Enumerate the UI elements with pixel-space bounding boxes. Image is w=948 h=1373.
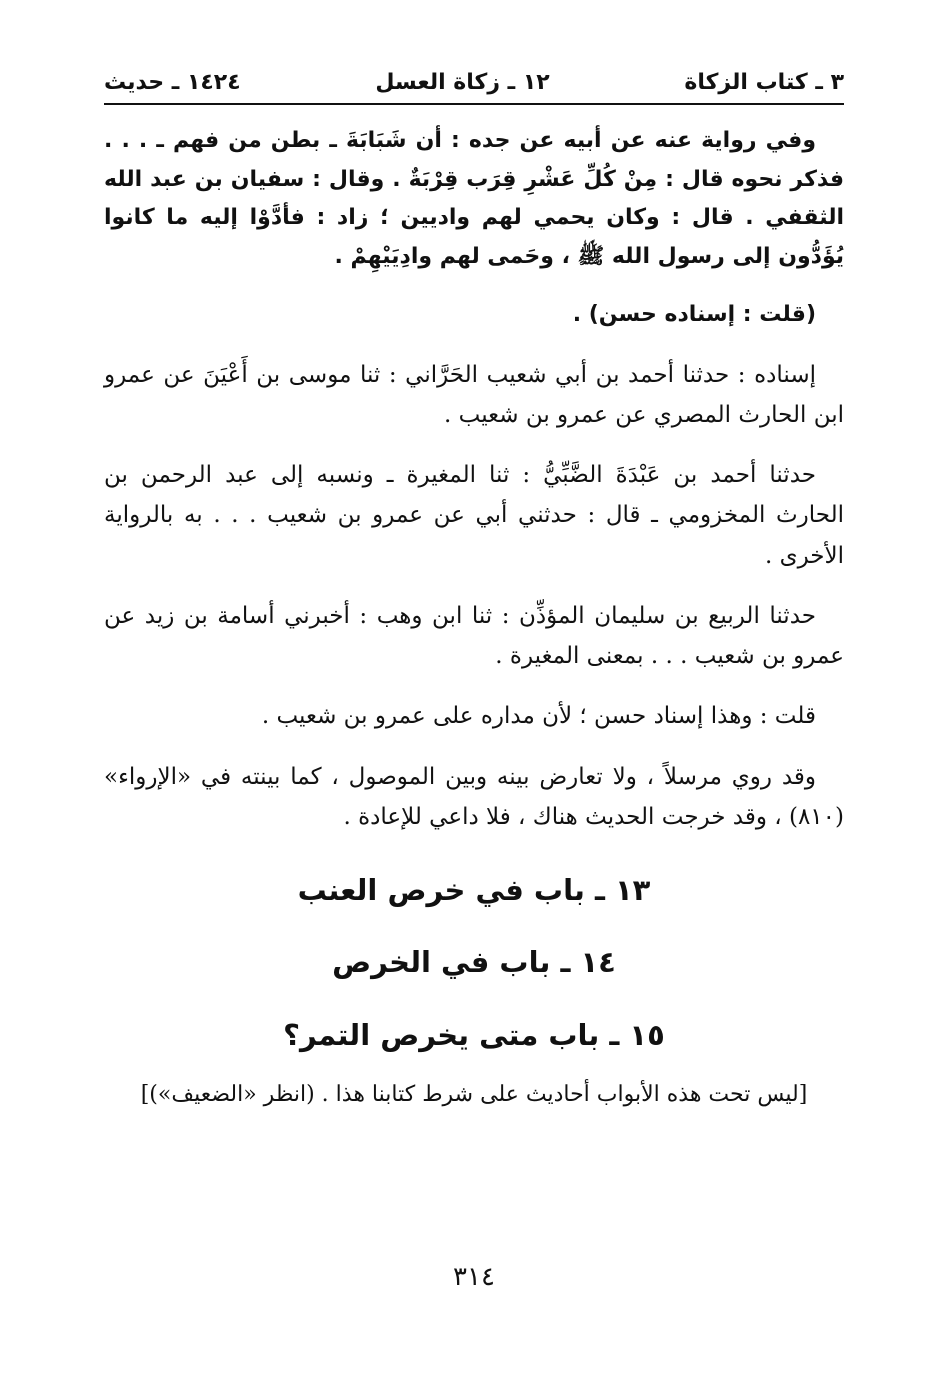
grading-note: (قلت : إسناده حسن) . [572,302,816,327]
chapter-heading-13: ١٣ ـ باب في خرص العنب [297,873,651,907]
header-book-title: ٣ ـ كتاب الزكاة [684,69,844,95]
isnad-paragraph-3: حدثنا الربيع بن سليمان المؤذِّن : ثنا ابن وهب : أخبرني أسامة بن زيد عن عمرو بن شعيب . . . بمعنى المغيرة . [104,602,844,669]
header-hadith-number: ١٤٢٤ ـ حديث [104,69,241,95]
editor-note: [ليس تحت هذه الأبواب أحاديث على شرط كتابنا هذا . (انظر «الضعيف»)] [140,1082,808,1108]
page-number: ٣١٤ [453,1262,495,1292]
isnad-paragraph-2: حدثنا أحمد بن عَبْدَةَ الضَّبِّيُّ : ثنا المغيرة ـ ونسبه إلى عبد الرحمن بن الحارث المخزومي ـ قال : حدثني أبي عن عمرو بن شعيب . . . به بالرواية الأخرى . [104,462,844,569]
header-chapter-title: ١٢ ـ زكاة العسل [375,69,550,95]
running-header [104,62,844,102]
chapter-heading-14: ١٤ ـ باب في الخرص [332,945,616,980]
hadith-text: وفي رواية عنه عن أبيه عن جده : أن شَبَابَةَ ـ بطن من فهم ـ . . . فذكر نحوه قال : مِنْ كُلِّ عَشْرِ قِرَب قِرْبَةٌ . وقال : سفيان بن عبد الله الثقفي . قال : وكان يحمي لهم واديين ؛ زاد : فأدَّوْا إليه ما كانوا يُؤَدُّون إلى رسول الله ﷺ ، وحَمى لهم وادِيَيْهِمْ . [104,128,844,269]
header-divider [104,103,844,105]
chapter-heading-15: ١٥ ـ باب متى يخرص التمر؟ [283,1017,665,1052]
commentary-paragraph: قلت : وهذا إسناد حسن ؛ لأن مداره على عمرو بن شعيب . [261,703,816,730]
commentary-paragraph-2: وقد روي مرسلاً ، ولا تعارض بينه وبين الموصول ، كما بينته في «الإرواء» (٨١٠) ، وقد خرجت الحديث هناك ، فلا داعي للإعادة . [104,763,844,830]
isnad-paragraph: إسناده : حدثنا أحمد بن أبي شعيب الحَرَّاني : ثنا موسى بن أَعْيَنَ عن عمرو ابن الحارث المصري عن عمرو بن شعيب . [104,361,844,428]
page-body [104,122,844,1114]
